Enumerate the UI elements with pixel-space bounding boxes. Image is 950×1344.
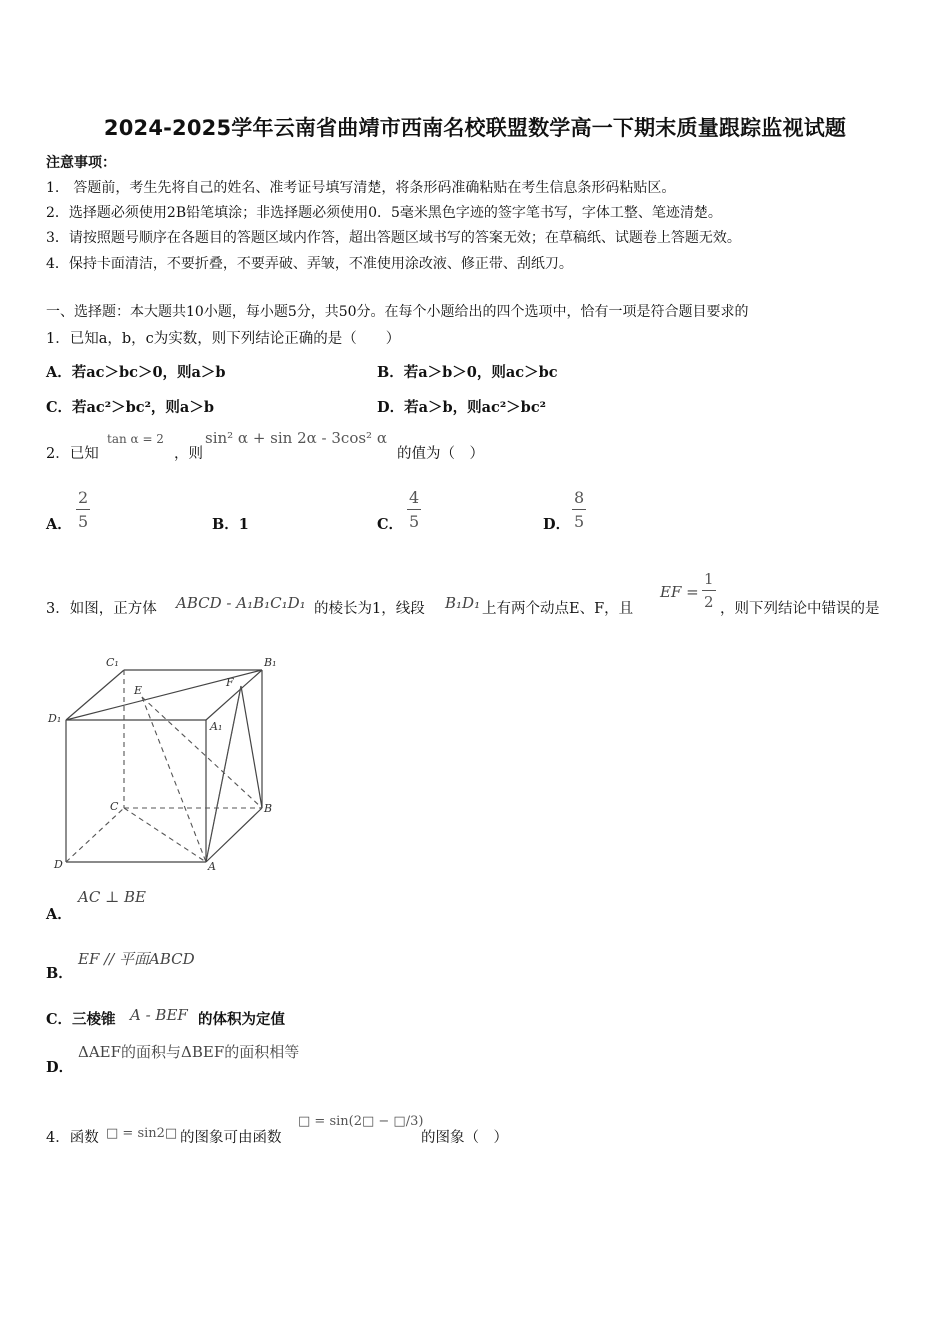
question-2-option-b: B．1	[212, 516, 249, 533]
question-3-suffix: ，则下列结论中错误的是	[720, 601, 880, 617]
hidden-edge-d-c	[66, 808, 124, 862]
question-3-option-d-label: D．	[46, 1059, 74, 1076]
vertex-label-d: D	[54, 858, 63, 871]
question-1-option-b: B．若a＞b＞0，则ac＞bc	[377, 364, 558, 381]
vertex-label-c1: C₁	[106, 656, 119, 669]
question-2-option-d-label: D．	[543, 516, 571, 533]
question-4-function-2: □ = sin(2□ − □/3)	[298, 1114, 424, 1129]
vertex-label-a1: A₁	[210, 720, 223, 733]
page-title: 2024-2025学年云南省曲靖市西南名校联盟数学高一下期末质量跟踪监视试题	[103, 116, 847, 140]
question-2-option-c-label: C．	[377, 516, 404, 533]
question-2-option-c-fraction	[407, 488, 421, 531]
fraction-numerator: 2	[78, 488, 89, 507]
edge-a-b	[206, 808, 262, 862]
notice-item: 1. 答题前，考生先将自己的姓名、准考证号填写清楚，将条形码准确粘贴在考生信息条形码粘贴区。	[46, 180, 676, 196]
question-4-prefix: 4．函数	[46, 1130, 99, 1146]
vertex-label-d1: D₁	[48, 712, 62, 725]
question-3-option-a: AC ⊥ BE	[78, 888, 146, 906]
point-label-f: F	[226, 676, 234, 689]
notice-item: 2．选择题必须使用2B铅笔填涂；非选择题必须使用0．5毫米黑色字迹的签字笔书写，字体工整、笔迹清楚。	[46, 205, 722, 221]
vertex-label-b: B	[264, 802, 273, 815]
hidden-diagonal-c-a	[124, 808, 206, 862]
question-3-cube: ABCD - A₁B₁C₁D₁	[176, 594, 306, 612]
question-3-option-c-label: C．三棱锥	[46, 1011, 116, 1028]
fraction-bar	[407, 509, 421, 510]
segment-a-f	[206, 686, 241, 862]
hidden-segment-e-a	[142, 697, 206, 862]
fraction-bar	[76, 509, 90, 510]
fraction-denominator: 5	[78, 512, 89, 531]
fraction-bar	[572, 509, 586, 510]
question-2-option-a-fraction	[76, 488, 90, 531]
fraction-denominator: 5	[574, 512, 585, 531]
question-3-ef: EF =	[660, 583, 699, 601]
question-3-option-b: EF // 平面ABCD	[78, 950, 195, 968]
question-3-option-a-label: A．	[46, 906, 72, 923]
question-2-prefix: 2．已知	[46, 446, 99, 462]
notice-item: 3．请按照题号顺序在各题目的答题区域内作答，超出答题区域书写的答案无效；在草稿纸、试题卷上答题无效。	[46, 230, 741, 246]
segment-b-f	[241, 686, 262, 808]
question-3-option-c-math: A - BEF	[130, 1006, 188, 1024]
question-1-option-a: A．若ac＞bc＞0，则a＞b	[46, 364, 226, 381]
notice-heading: 注意事项：	[46, 155, 116, 171]
hidden-segment-e-b	[142, 697, 262, 808]
question-2-condition: tan α = 2	[107, 432, 164, 446]
fraction-numerator: 1	[704, 570, 714, 588]
question-1-option-c: C．若ac²＞bc²，则a＞b	[46, 399, 214, 416]
question-3-mid1: 的棱长为1，线段	[314, 601, 425, 617]
question-1-stem: 1．已知a，b，c为实数，则下列结论正确的是（ ）	[46, 331, 401, 347]
question-3-mid2: 上有两个动点E、F，且	[482, 601, 634, 617]
cube-figure	[44, 650, 284, 872]
question-4-suffix: 的图象（ ）	[421, 1130, 508, 1146]
question-2-option-a-label: A．	[46, 516, 72, 533]
vertex-label-c: C	[110, 800, 119, 813]
question-3-option-c-suffix: 的体积为定值	[198, 1011, 285, 1028]
fraction-denominator: 2	[704, 593, 714, 611]
question-3-option-d: ΔAEF的面积与ΔBEF的面积相等	[78, 1043, 300, 1061]
question-2-suffix: 的值为（ ）	[397, 446, 484, 462]
point-label-e: E	[134, 684, 143, 697]
fraction-bar	[702, 590, 716, 591]
section-heading: 一、选择题：本大题共10小题，每小题5分，共50分。在每个小题给出的四个选项中，恰有一项是符合题目要求的	[46, 304, 749, 320]
vertex-label-a: A	[208, 860, 216, 872]
question-3-option-b-label: B．	[46, 965, 73, 982]
question-4-mid: 的图象可由函数	[180, 1130, 282, 1146]
question-2-expression: sin² α + sin 2α - 3cos² α	[205, 429, 387, 447]
fraction-denominator: 5	[409, 512, 420, 531]
cube-diagram	[44, 650, 284, 872]
question-3-segment: B₁D₁	[445, 594, 481, 612]
vertex-label-b1: B₁	[264, 656, 277, 669]
question-1-option-d: D．若a＞b，则ac²＞bc²	[377, 399, 547, 416]
question-4-function-1: □ = sin2□	[106, 1126, 178, 1141]
question-3-ef-fraction	[702, 570, 716, 611]
question-3-prefix: 3．如图，正方体	[46, 601, 157, 617]
fraction-numerator: 8	[574, 488, 585, 507]
question-2-option-d-fraction	[572, 488, 586, 531]
question-2-mid: ，则	[174, 446, 203, 462]
fraction-numerator: 4	[409, 488, 420, 507]
notice-item: 4．保持卡面清洁，不要折叠，不要弄破、弄皱，不准使用涂改液、修正带、刮纸刀。	[46, 256, 573, 272]
